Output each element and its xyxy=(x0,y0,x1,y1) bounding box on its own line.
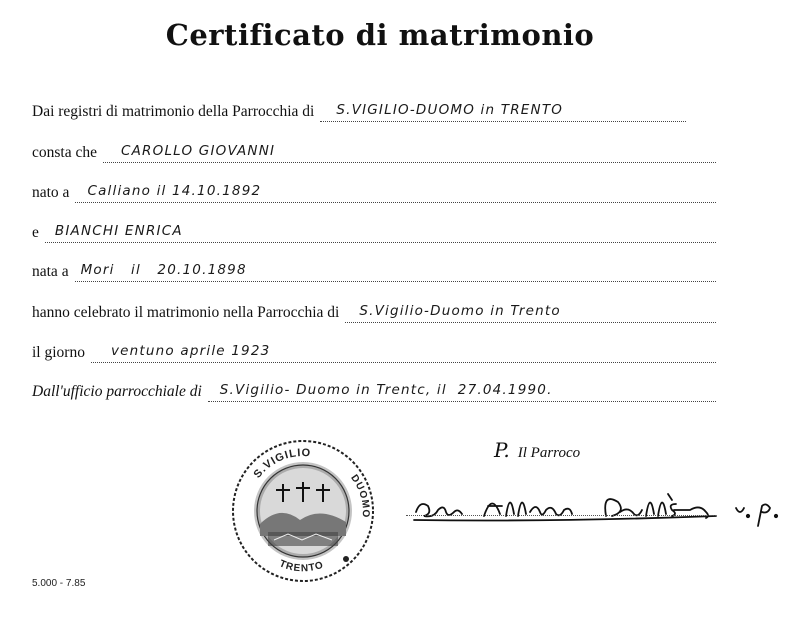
print-code: 5.000 - 7.85 xyxy=(32,578,86,589)
celebrato-line xyxy=(345,296,716,323)
parish-value: S.VIGILIO-DUOMO in TRENTO xyxy=(336,102,564,118)
seal-text-top: S.VIGILIO xyxy=(251,446,312,481)
nato-line xyxy=(75,176,716,203)
nata-label: nata a xyxy=(32,263,69,280)
celebrato-label: hanno celebrato il matrimonio nella Parrocchia di xyxy=(32,304,340,321)
nata-line xyxy=(75,255,716,282)
signature-text: Don Albino Dell'Eva v.p. xyxy=(406,482,417,483)
issue-place-date-value: S.Vigilio- Duomo in Trentc, il 27.04.1990. xyxy=(219,382,553,398)
certificate-title: Certificato di matrimonio xyxy=(165,18,595,52)
groom-name-value: CAROLLO GIOVANNI xyxy=(120,143,276,159)
seal-text-right: DUOMO xyxy=(348,472,372,519)
nata-row xyxy=(32,256,716,282)
parish-seal xyxy=(228,436,378,586)
groom-birth-value: Calliano il 14.10.1892 xyxy=(87,183,262,199)
handwritten-signature xyxy=(406,482,796,532)
signature-line xyxy=(406,515,716,516)
ufficio-label: Dall'ufficio parrocchiale di xyxy=(32,383,202,400)
wedding-parish-value: S.Vigilio-Duomo in Trento xyxy=(359,303,561,319)
giorno-line xyxy=(91,336,716,363)
e-line xyxy=(45,216,716,243)
giorno-row xyxy=(32,337,716,363)
ufficio-line xyxy=(208,375,716,402)
wedding-date-value: ventuno aprile 1923 xyxy=(110,343,271,359)
bride-birth-value: Mori il 20.10.1898 xyxy=(80,262,247,278)
consta-label: consta che xyxy=(32,144,97,161)
parish-line xyxy=(320,95,686,122)
e-label: e xyxy=(32,224,39,241)
nato-label: nato a xyxy=(32,184,70,201)
parish-label: Dai registri di matrimonio della Parrocchia di xyxy=(32,103,315,120)
consta-row xyxy=(32,137,716,163)
parish-row xyxy=(32,96,686,122)
ufficio-row xyxy=(32,376,716,402)
seal-text-bottom: TRENTO xyxy=(277,558,326,575)
e-row xyxy=(32,217,716,243)
signature-header xyxy=(494,438,580,468)
parroco-title: Il Parroco xyxy=(517,445,581,461)
giorno-label: il giorno xyxy=(32,344,85,361)
bride-name-value: BIANCHI ENRICA xyxy=(54,223,183,239)
nato-row xyxy=(32,177,716,203)
svg-text:TRENTO xyxy=(278,558,326,574)
celebrato-row xyxy=(32,297,716,323)
parroco-mark: P. xyxy=(494,438,510,462)
consta-line xyxy=(103,136,716,163)
